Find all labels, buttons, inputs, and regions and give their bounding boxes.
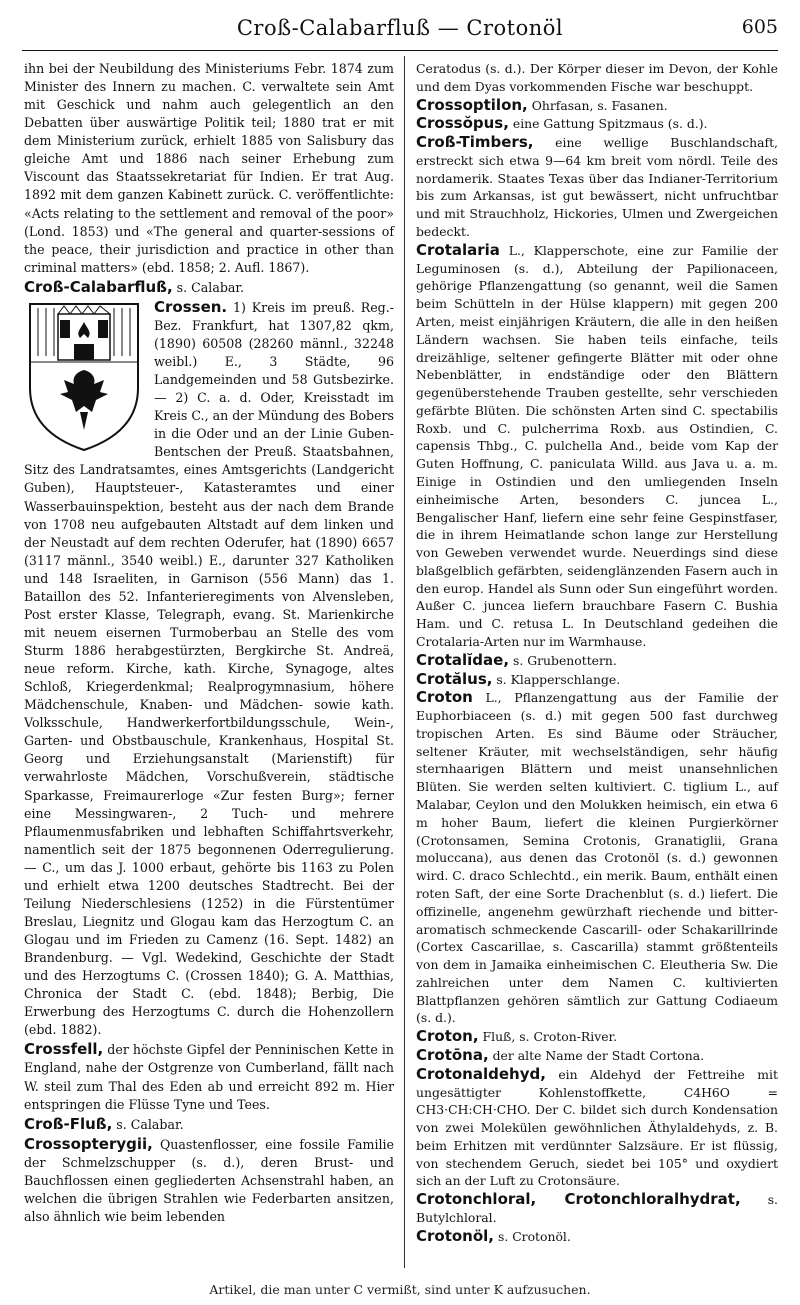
entry-item [24, 1135, 394, 1226]
entry-headword: Crossŏpus, [416, 114, 509, 133]
entry-headword: Crotōna, [416, 1045, 489, 1064]
entry-text: Quastenflosser, eine fossile Familie der Schmelzschupper (s. d.), deren Brust- und Bauchflossen einen gegliederten Achsenstrahl haben, an welchen die übrigen Strahlen wie Federbarten ansitzen, also ähnlich wie beim lebenden [24, 1136, 394, 1224]
page-footer-note: Artikel, die man unter C vermißt, sind unter K aufzusuchen. [209, 1282, 591, 1297]
page-title: Croß-Calabarfluß — Crotonöl [236, 16, 564, 40]
crossen-coat-of-arms [24, 300, 144, 452]
entry-text: s. Grubenottern. [509, 652, 617, 668]
entry-text: L., Klapperschote, eine zur Familie der Leguminosen (s. d.), Abteilung der Papilionaceen, gehörige Pflanzengattung (so genannt, weil die Samen beim Schütteln in der Hülse klappern) mit gegen 200 Arten, meist einjährigen Kräutern, die alle in den heißen Ländern wachsen. Sie haben teils einfache, teils dreizählige, seltener gefingerte Blätter mit oder ohne Nebenblätter, in endständige oder den Blättern gegenüberstehende Trauben gestellte, sehr verschieden gefärbte Blüten. Die schönsten Arten sind C. spectabilis Roxb. und C. pulcherrima Roxb. aus Ostindien, C. capensis Thbg., C. pulchella And., beide vom Kap der Guten Hoffnung, C. paniculata Willd. aus Java u. a. m. Einige in Ostindien und den umliegenden Inseln einheimische Arten, besonders C. juncea L., Bengalischer Hanf, liefern eine sehr feine Gespinstfaser, die in ihrem Heimatlande schon lange zur Herstellung von Geweben verwendet wurde. Neuerdings sind diese blaßgelblich gefärbten, seidenglänzenden Fasern auch in den europ. Handel als Sunn oder Sun eingeführt worden. Außer C. juncea liefern brauchbare Fasern C. Bushia Ham. und C. retusa L. In Deutschland gedeihen die Crotalaria-Arten nur im Warmhause. [416, 242, 778, 649]
entry-headword: Crotonchloral, Crotonchloralhydrat, [416, 1190, 741, 1209]
entry-text: der alte Name der Stadt Cortona. [488, 1047, 705, 1063]
entry-text: eine wellige Buschlandschaft, erstreckt sich etwa 9—64 km breit vom nördl. Teile des nordamerik. Staates Texas über das Indianer-Territorium bis zum Arkansas, ist gut bewässert, nicht unfruchtbar und mit Strauchholz, Hickories, Ulmen und Zwergeichen bedeckt. [416, 135, 778, 240]
entry-headword: Crossopterygii, [24, 1134, 153, 1153]
continuation-text: ihn bei der Neubildung des Ministeriums Febr. 1874 zum Minister des Innern zu machen. C. verwaltete sein Amt mit Geschick und nahm auch gelegentlich an den Debatten über auswärtige Politik teil; 1880 trat er mit dem Ministerium zurück, erhielt 1885 von Salisbury das gleiche Amt und 1886 nach seiner Erhebung zum Viscount das Staatssekretariat für Indien. Er trat Aug. 1892 mit dem ganzen Kabinett zurück. C. veröffentlichte: «Acts relating to the settlement and removal of the poor» (Lond. 1853) und «The general and quarter-sessions of the peace, their jurisdiction and practice in other than criminal matters» (ebd. 1858; 2. Aufl. 1867). [24, 61, 394, 275]
entry-item [416, 1047, 778, 1065]
entry-item [416, 1028, 778, 1046]
entry-item [416, 97, 778, 115]
entry-item [416, 242, 778, 651]
page-header [22, 14, 778, 44]
entry-text: der höchste Gipfel der Penninischen Kette in England, nahe der Ostgrenze von Cumberland, fällt nach W. steil zum Thal des Eden ab und erreicht 892 m. Hier entspringen die Flüsse Tyne und Tees. [24, 1042, 394, 1112]
entry-item [416, 1191, 778, 1227]
entry-text: s. Calabar. [112, 1116, 184, 1132]
right-column [416, 60, 778, 1247]
entry-headword: Crotonaldehyd, [416, 1064, 546, 1083]
entry-text: Fluß, s. Croton-River. [478, 1029, 618, 1045]
entry-item [24, 1040, 394, 1113]
entry-headword: Crotonöl, [416, 1226, 495, 1245]
entry-headword: Croton, [416, 1027, 479, 1046]
entry-item [416, 671, 778, 689]
entry-headword: Crotalĭdae, [416, 650, 510, 669]
entry-headword: Croton [416, 688, 473, 707]
column-divider [404, 56, 405, 1268]
left-column [24, 60, 394, 1227]
entry-headword: Croß-Timbers, [416, 133, 534, 152]
entry-text: ein Aldehyd der Fettreihe mit ungesättigter Kohlenstoffkette, C4H6O = CH3·CH:CH·CHO. Der C. bildet sich durch Kondensation von zwei Molekülen gewöhnlichen Äthylaldehyds, z. B. beim Erhitzen mit verdünnter Salzsäure. Er ist flüssig, von stechendem Geruch, siedet bei 105° und oxydiert sich an der Luft zu Crotonsäure. [416, 1066, 778, 1189]
entry-headword: Croß-Calabarfluß, [24, 277, 173, 296]
continuation-text: Ceratodus (s. d.). Der Körper dieser im Devon, der Kohle und dem Dyas vorkommenden Fische war beschuppt. [416, 61, 778, 94]
entry-item [416, 134, 778, 241]
entry-item [24, 1115, 394, 1134]
entry-text: Ohrfasan, s. Fasanen. [527, 97, 668, 113]
entry-item [24, 298, 394, 1040]
entry-text: s. Crotonöl. [494, 1228, 571, 1244]
entry-item [416, 1228, 778, 1246]
entry-item [24, 278, 394, 297]
entry-item [416, 652, 778, 670]
entry-headword: Crotălus, [416, 669, 493, 688]
entry-item [416, 115, 778, 133]
entry-headword: Crotalaria [416, 240, 500, 259]
entry-item [416, 1066, 778, 1190]
entry-text: s. Klapperschlange. [492, 671, 621, 687]
entry-headword: Crossen. [154, 297, 228, 316]
entry-text: 1) Kreis im preuß. Reg.-Bez. Frankfurt, hat 1307,82 qkm, (1890) 60508 (28260 männl., 32248 weibl.) E., 3 Städte, 96 Landgemeinden und 58 Gutsbezirke. — 2) C. a. d. Oder, Kreisstadt im Kreis C., an der Mündung des Bobers in die Oder und an der Linie Guben-Bentschen der Preuß. Staatsbahnen, Sitz des Landratsamtes, eines Amtsgerichts (Landgericht Guben), Hauptsteuer-, Katasteramtes und einer Wasserbauinspektion, besteht aus der nach dem Brande von 1708 neu aufgebauten Altstadt auf dem linken und der Neustadt auf dem rechten Oderufer, hat (1890) 6657 (3117 männl., 3540 weibl.) E., darunter 327 Katholiken und 148 Israeliten, in Garnison (556 Mann) das 1. Bataillon des 52. Infanterieregiments von Alvensleben, Post erster Klasse, Telegraph, evang. St. Marienkirche mit neuem eisernen Turmoberbau an Stelle des vom Sturm 1886 herabgestürzten, Bergkirche St. Andreä, neue reform. Kirche, kath. Kirche, Synagoge, altes Schloß, Kriegerdenkmal; Realprogymnasium, höhere Mädchenschule, Knaben- und Mädchen- sowie kath. Volksschule, Handwerkerfortbildungsschule, Wein-, Garten- und Obstbauschule, Krankenhaus, Hospital St. Georg und Erziehungsanstalt (Marienstift) für verwahrloste Mädchen, Vorschußverein, städtische Sparkasse, Freimaurerloge «Zur festen Burg»; ferner eine Messingwaren-, 2 Tuch- und mehrere Pflaumenmusfabriken und lebhaften Schiffahrtsverkehr, namentlich seit der 1875 begonnenen Oderregulierung. — C., um das J. 1000 erbaut, gehörte bis 1163 zu Polen und erhielt etwa 1200 deutsches Stadtrecht. Bei der Teilung Niederschlesiens (1252) in die Fürstentümer Breslau, Liegnitz und Glogau kam das Herzogtum C. an Glogau und im Frieden zu Camenz (16. Sept. 1482) an Brandenburg. — Vgl. Wedekind, Geschichte der Stadt und des Herzogtums C. (Crossen 1840); G. A. Matthias, Chronica der Stadt C. (ebd. 1848); Berbig, Die Erwerbung des Herzogtums C. durch die Hohenzollern (ebd. 1882). [24, 299, 395, 1038]
header-rule [22, 50, 778, 51]
page-number: 605 [741, 16, 778, 38]
entry-headword: Croß-Fluß, [24, 1114, 113, 1133]
entry-text: eine Gattung Spitzmaus (s. d.). [508, 116, 708, 132]
entry-headword: Crossoptilon, [416, 95, 528, 114]
entry-text: s. Butylchloral. [416, 1192, 778, 1225]
entry-headword: Crossfell, [24, 1040, 104, 1059]
entry-text: s. Calabar. [172, 279, 245, 295]
entry-item [416, 689, 778, 1027]
entry-text: L., Pflanzengattung aus der Familie der Euphorbiaceen (s. d.) mit gegen 500 fast durchweg tropischen Arten. Es sind Bäume oder Sträucher, seltener Kräuter, mit wechselständigen, sehr häufig sternhaarigen Blättern und meist unansehnlichen Blüten. Sie werden selten kultiviert. C. tiglium L., auf Malabar, Ceylon und den Molukken heimisch, ein etwa 6 m hoher Baum, liefert die kleinen Purgierkörner (Crotonsamen, Semina Crotonis, Granatiglii, Grana moluccana), aus denen das Crotonöl (s. d.) gewonnen wird. C. draco Schlechtd., ein merik. Baum, enthält einen roten Saft, der eine Sorte Drachenblut (s. d.) liefert. Die offizinelle, angenehm gewürzhaft riechende und bitter-aromatisch schmeckende Cascarill- oder Schakarillrinde (Cortex Cascarillae, s. Cascarilla) stammt größtenteils von dem in Jamaika einheimischen C. Eleutheria Sw. Die zahlreichen unter dem Namen C. kultivierten Blattpflanzen gehören sämtlich zur Gattung Codiaeum (s. d.). [416, 690, 778, 1026]
